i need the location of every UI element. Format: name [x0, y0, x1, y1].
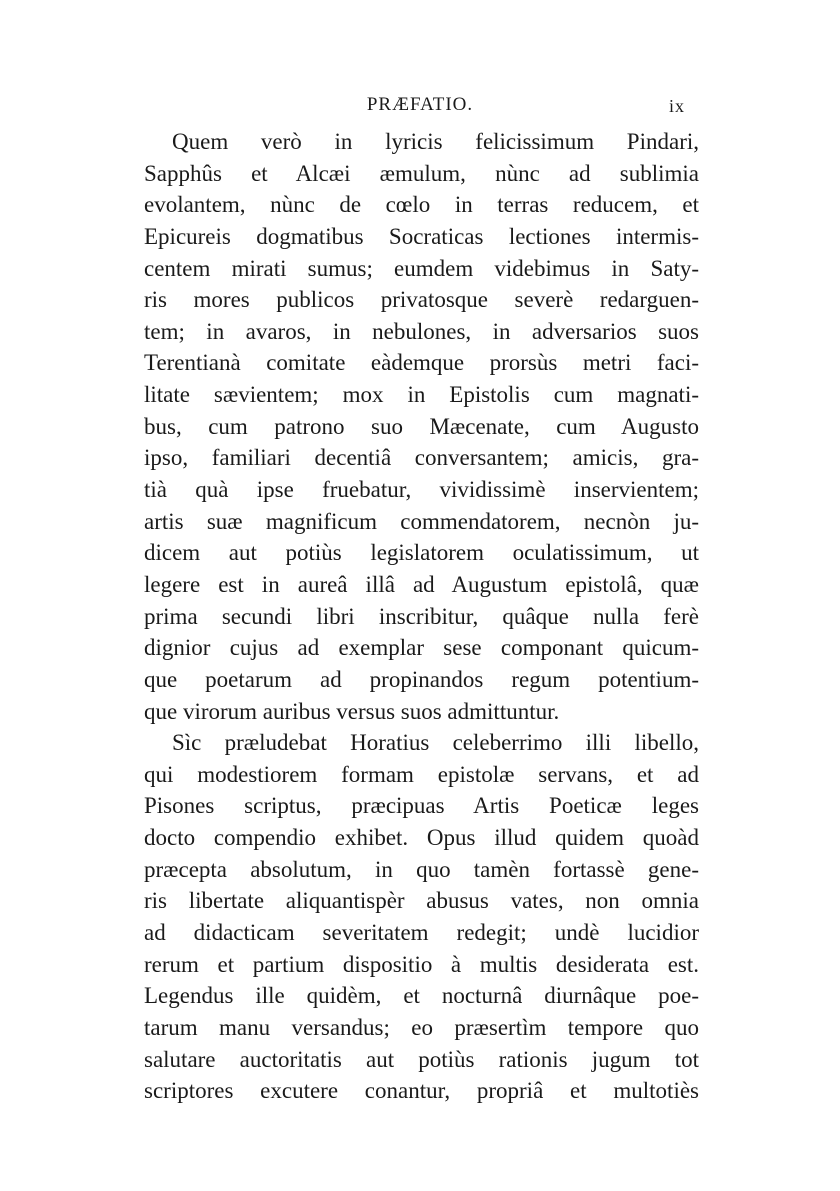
- text-line: tem; in avaros, in nebulones, in adversarios suos: [144, 318, 699, 344]
- text-line: ris mores publicos privatosque severè redarguen-: [144, 287, 699, 313]
- text-line: qui modestiorem formam epistolæ servans, et ad: [144, 761, 699, 787]
- text-line: tarum manu versandus; eo præsertìm tempore quo: [144, 1014, 699, 1040]
- paragraph-1: [144, 126, 699, 727]
- text-line: legere est in aureâ illâ ad Augustum epistolâ, quæ: [144, 571, 699, 597]
- text-line: tià quà ipse fruebatur, vividissimè inservientem;: [144, 477, 699, 503]
- text-line: dicem aut potiùs legislatorem oculatissimum, ut: [144, 540, 699, 566]
- text-line: centem mirati sumus; eumdem videbimus in Saty-: [144, 255, 699, 281]
- text-line: rerum et partium dispositio à multis desiderata est.: [144, 951, 699, 977]
- text-line: præcepta absolutum, in quo tamèn fortassè gene-: [144, 856, 699, 882]
- text-line: docto compendio exhibet. Opus illud quidem quoàd: [144, 825, 699, 851]
- text-line: evolantem, nùnc de cœlo in terras reducem, et: [144, 192, 699, 218]
- paragraph-2: [144, 727, 699, 1107]
- text-line: ris libertate aliquantispèr abusus vates, non omnia: [144, 888, 699, 914]
- page-number: ix: [669, 96, 686, 116]
- text-line: scriptores excutere conantur, propriâ et multotiès: [144, 1078, 699, 1104]
- text-line: Legendus ille quidèm, et nocturnâ diurnâque poe-: [144, 983, 699, 1009]
- text-line: salutare auctoritatis aut potiùs rationis jugum tot: [144, 1046, 699, 1072]
- text-line: Sìc præludebat Horatius celeberrimo illi libello,: [172, 730, 699, 756]
- text-line: que virorum auribus versus suos admittuntur.: [144, 698, 560, 724]
- text-line: Pisones scriptus, præcipuas Artis Poeticæ leges: [144, 793, 699, 819]
- text-line: dignior cujus ad exemplar sese componant quicum-: [144, 635, 699, 661]
- text-line: ad didacticam severitatem redegit; undè lucidior: [144, 920, 699, 946]
- text-line: ipso, familiari decentiâ conversantem; amicis, gra-: [144, 445, 699, 471]
- running-title: PRÆFATIO.: [366, 94, 474, 115]
- text-line: Sapphûs et Alcæi æmulum, nùnc ad sublimia: [144, 160, 699, 186]
- text-line: Terentianà comitate eàdemque prorsùs metri faci-: [144, 350, 699, 376]
- text-line: artis suæ magnificum commendatorem, necnòn ju-: [144, 508, 699, 534]
- text-line: prima secundi libri inscribitur, quâque nulla ferè: [144, 603, 699, 629]
- body-text: [144, 126, 699, 1107]
- text-line: Quem verò in lyricis felicissimum Pindari,: [172, 129, 699, 154]
- text-line: bus, cum patrono suo Mæcenate, cum Augusto: [144, 413, 699, 439]
- text-line: litate sævientem; mox in Epistolis cum magnati-: [144, 382, 699, 408]
- text-line: Epicureis dogmatibus Socraticas lectiones intermis-: [144, 223, 699, 249]
- text-line: que poetarum ad propinandos regum potentium-: [144, 666, 699, 692]
